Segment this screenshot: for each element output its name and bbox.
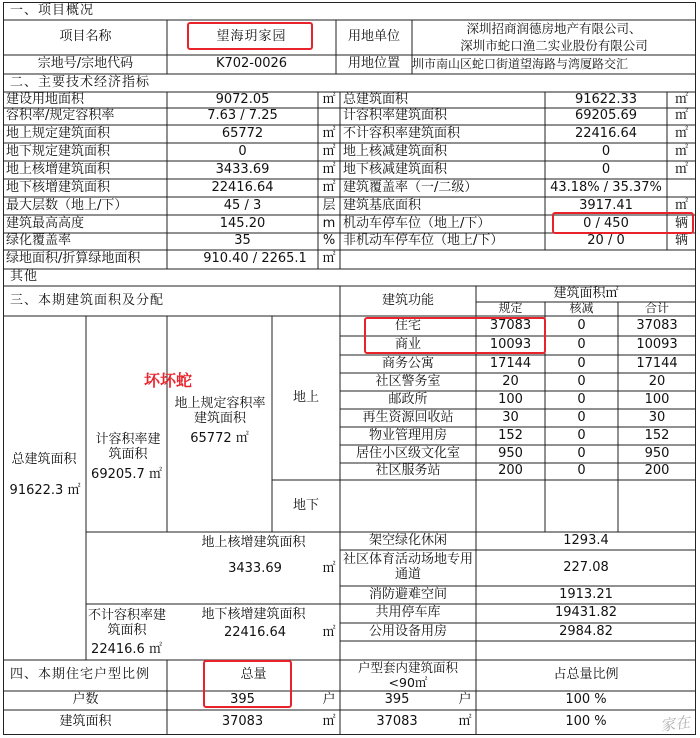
tech-right-value: 43.18% / 35.37% (550, 179, 662, 195)
ratio-row-total: 395 (230, 692, 255, 708)
above-ground-label: 地上 (292, 389, 319, 405)
function-planned: 10093 (489, 337, 532, 353)
function-name: 邮政所 (388, 391, 428, 407)
function-total: 17144 (636, 355, 678, 371)
core-above-item-name: 消防避难空间 (368, 586, 447, 602)
total-area-value: 91622.3 ㎡ (9, 482, 81, 498)
highlight-parking (552, 212, 694, 234)
tech-left-unit: m (322, 215, 336, 231)
function-total: 20 (648, 373, 666, 389)
tech-left-label: 绿化覆盖率 (6, 233, 72, 249)
planned-above-label: 地上规定容积率建筑面积 (174, 396, 266, 426)
core-above-item-name: 社区体育活动场地专用通道 (342, 552, 473, 582)
tech-left-unit: ㎡ (322, 143, 336, 159)
tech-right-label: 地上核减建筑面积 (343, 143, 448, 159)
tech-left-value: 35 (234, 233, 251, 249)
function-reduced: 0 (577, 445, 586, 461)
function-reduced: 0 (577, 317, 586, 333)
tech-left-unit: ㎡ (322, 91, 336, 107)
tech-left-label: 建筑最高高度 (6, 215, 85, 231)
section-ratio-title: 四、本期住宅户型比例 (10, 667, 151, 683)
tech-right-unit: ㎡ (674, 143, 688, 159)
ratio-row-unit: 户 (322, 692, 336, 708)
tech-right-unit (667, 179, 696, 197)
land-unit-label: 用地单位 (347, 29, 400, 45)
ratio-row-type: 395 (384, 692, 410, 708)
function-name: 住宅 (394, 317, 421, 333)
core-below-item-name: 共用停车库 (375, 605, 441, 621)
core-below-item-value: 19431.82 (554, 605, 618, 621)
below-ground-label: 地下 (292, 497, 319, 513)
function-reduced: 0 (577, 355, 586, 371)
function-name: 居住小区级文化室 (355, 445, 460, 461)
far-area-value: 69205.7 ㎡ (91, 466, 162, 482)
tech-right-value: 20 / 0 (587, 233, 625, 249)
project-name-label: 项目名称 (59, 29, 112, 45)
land-unit-line2: 深圳市蛇口渔二实业股份有限公司 (460, 38, 648, 54)
function-total: 100 (644, 391, 670, 407)
ratio-row-total: 37083 (221, 713, 264, 729)
function-total: 37083 (636, 317, 678, 333)
tech-right-unit: ㎡ (674, 161, 688, 177)
tech-left-unit (318, 108, 340, 125)
core-above-item-value: 1293.4 (563, 532, 609, 548)
function-total: 30 (648, 409, 666, 425)
ratio-row-unit: ㎡ (322, 713, 336, 729)
tech-right-label: 不计容积率建筑面积 (343, 125, 461, 141)
tech-right-value: 3917.41 (579, 197, 633, 213)
function-reduced: 0 (577, 463, 586, 479)
tech-left-value: 145.20 (219, 215, 266, 231)
core-below-label: 地下核增建筑面积 (201, 606, 306, 622)
tech-right-value: 0 (601, 143, 611, 159)
tech-right-unit: ㎡ (674, 197, 688, 213)
tech-left-label: 地下核增建筑面积 (6, 179, 111, 195)
tech-right-label: 建筑基底面积 (343, 197, 422, 213)
col-reduced: 核减 (569, 301, 594, 316)
tech-left-unit: ㎡ (322, 125, 336, 141)
function-name: 再生资源回收站 (362, 409, 454, 425)
function-reduced: 0 (577, 373, 586, 389)
func-header: 建筑功能 (381, 292, 434, 308)
highlight-ratio-total (203, 660, 292, 708)
tech-right-label: 非机动车停车位（地上/下） (343, 233, 504, 249)
tech-right-unit: 辆 (674, 215, 688, 231)
core-below-unit: ㎡ (322, 624, 336, 640)
function-total: 152 (644, 427, 670, 443)
core-below-item-value: 2984.82 (559, 623, 613, 639)
ratio-row-type: 37083 (376, 713, 418, 729)
tech-left-unit: 层 (322, 197, 336, 213)
planned-above-value: 65772 ㎡ (190, 430, 249, 446)
col-planned: 规定 (498, 301, 523, 316)
green-area-label: 绿地面积/折算绿地面积 (6, 251, 141, 267)
function-planned: 20 (502, 373, 519, 389)
tech-right-value: 91622.33 (574, 91, 638, 107)
nonfar-area-value: 22416.6 ㎡ (91, 642, 162, 658)
tech-right-label: 建筑覆盖率（一/二级） (343, 179, 478, 195)
highlight-residential-commercial (364, 317, 546, 354)
core-below-item-name: 公用设备用房 (368, 623, 447, 639)
ratio-type-header-line1: 户型套内建筑面积 (357, 660, 458, 676)
tech-left-label: 地上核增建筑面积 (6, 161, 111, 177)
function-planned: 950 (498, 445, 523, 461)
core-above-item-name: 架空绿化休闲 (368, 532, 447, 548)
tech-right-value: 0 / 450 (583, 215, 629, 231)
core-above-label: 地上核增建筑面积 (201, 534, 306, 550)
nonfar-area-label: 不计容积率建筑面积 (88, 608, 167, 638)
function-planned: 17144 (489, 355, 532, 371)
ratio-share-header: 占总量比例 (553, 667, 619, 683)
core-above-item-value: 227.08 (563, 559, 609, 575)
function-name: 社区警务室 (375, 373, 441, 389)
ratio-total-header: 总量 (240, 667, 267, 683)
tech-left-value: 45 / 3 (223, 197, 262, 213)
function-name: 商务公寓 (381, 355, 434, 371)
section-area-title: 三、本期建筑面积及分配 (10, 292, 165, 308)
function-total: 200 (644, 463, 670, 479)
green-area-value: 910.40 / 2265.1 (203, 251, 307, 267)
tech-right-label: 总建筑面积 (343, 91, 409, 107)
ratio-row-share: 100 % (565, 692, 607, 708)
ratio-type-header-line2: <90㎡ (388, 675, 428, 691)
function-reduced: 0 (577, 391, 586, 407)
tech-right-label: 地下核减建筑面积 (343, 161, 448, 177)
tech-left-value: 3433.69 (215, 161, 270, 177)
core-above-value: 3433.69 (228, 560, 282, 576)
green-area-unit: ㎡ (322, 251, 336, 267)
function-reduced: 0 (577, 337, 586, 353)
ratio-row-type-unit: ㎡ (458, 713, 472, 729)
core-below-value: 22416.64 (223, 624, 287, 640)
tech-right-unit: ㎡ (674, 91, 688, 107)
location-label: 用地位置 (347, 56, 400, 72)
tech-right-value: 22416.64 (574, 125, 638, 141)
ratio-row-label: 建筑面积 (59, 713, 112, 729)
function-name: 社区服务站 (375, 463, 441, 479)
area-header: 建筑面积㎡ (553, 285, 619, 301)
function-total: 950 (644, 445, 670, 461)
tech-left-value: 22416.64 (211, 179, 274, 195)
core-above-item-value: 1913.21 (559, 586, 613, 602)
ratio-row-type-unit: 户 (458, 692, 472, 708)
section-tech-title: 二、主要技术经济指标 (10, 74, 151, 90)
highlight-project-name (187, 22, 313, 50)
function-planned: 30 (502, 409, 519, 425)
tech-left-label: 建设用地面积 (6, 91, 85, 107)
function-total: 10093 (636, 337, 678, 353)
core-above-unit: ㎡ (322, 560, 336, 576)
function-reduced: 0 (577, 409, 586, 425)
function-planned: 200 (498, 463, 523, 479)
function-planned: 37083 (489, 317, 532, 333)
tech-left-unit: ㎡ (322, 161, 336, 177)
tech-right-label: 机动车停车位（地上/下） (343, 215, 491, 231)
tech-left-label: 地下规定建筑面积 (6, 143, 111, 159)
col-total: 合计 (644, 301, 669, 316)
tech-right-value: 69205.69 (574, 108, 638, 124)
tech-left-unit: ㎡ (322, 179, 336, 195)
far-area-label: 计容积率建筑面积 (95, 432, 161, 462)
function-reduced: 0 (577, 427, 586, 443)
tech-left-value: 0 (238, 143, 247, 159)
tech-left-unit: % (322, 233, 336, 249)
tech-left-value: 9072.05 (215, 91, 270, 107)
section-other-title: 其他 (10, 269, 39, 285)
ratio-row-label: 户数 (72, 692, 99, 708)
tech-left-label: 容积率/规定容积率 (6, 108, 115, 124)
total-area-label: 总建筑面积 (11, 451, 77, 467)
tech-left-label: 地上规定建筑面积 (6, 125, 111, 141)
tech-right-unit: ㎡ (674, 125, 688, 141)
tech-left-value: 7.63 / 7.25 (207, 108, 278, 124)
watermark: 家在 (658, 712, 692, 735)
land-unit-line1: 深圳招商润德房地产有限公司、 (466, 21, 642, 37)
function-name: 物业管理用房 (368, 427, 447, 443)
function-name: 商业 (394, 337, 421, 353)
function-planned: 152 (498, 427, 523, 443)
tech-right-value: 0 (601, 161, 611, 177)
parcel-label: 宗地号/宗地代码 (37, 56, 134, 72)
ratio-row-share: 100 % (565, 713, 607, 729)
tech-right-unit: ㎡ (674, 108, 688, 124)
tech-left-value: 65772 (221, 125, 264, 141)
function-planned: 100 (498, 391, 523, 407)
project-name-value: 望海玥家园 (216, 29, 287, 45)
tech-right-label: 计容积率建筑面积 (343, 108, 448, 124)
tech-right-unit: 辆 (674, 233, 688, 249)
location-value: 圳市南山区蛇口街道望海路与湾厦路交汇 (412, 56, 629, 71)
red-annotation: 坏坏蛇 (144, 370, 193, 390)
section-overview-title: 一、项目概况 (10, 2, 95, 18)
parcel-code: K702-0026 (215, 56, 288, 72)
tech-left-label: 最大层数（地上/下） (6, 197, 128, 213)
